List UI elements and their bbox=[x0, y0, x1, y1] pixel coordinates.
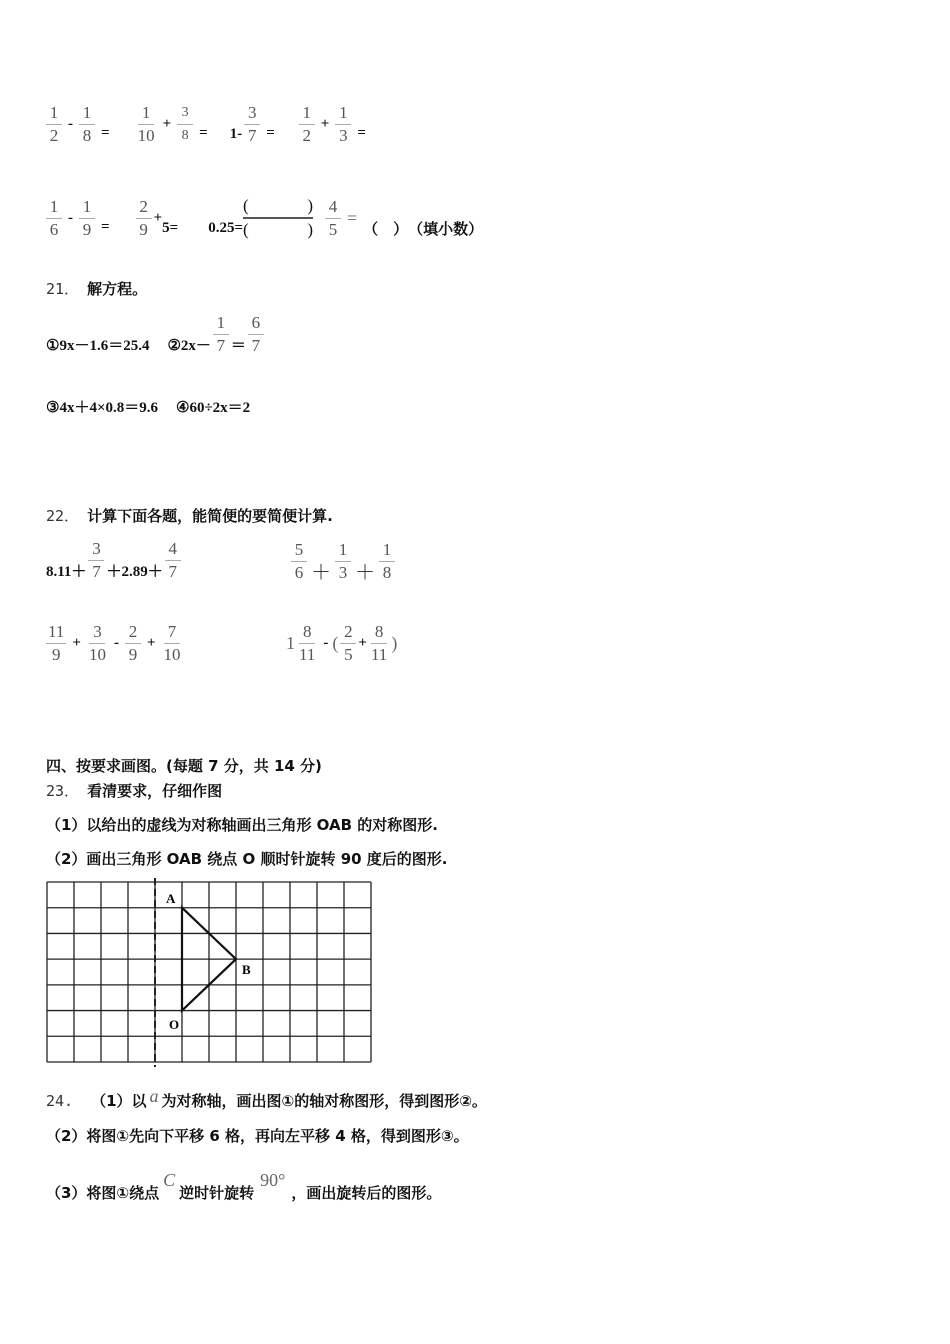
q22-heading: 22． 计算下面各题，能简便的要简便计算. bbox=[46, 507, 333, 525]
equals: = bbox=[199, 125, 208, 141]
fraction-blank[interactable]: ( ) ( ) bbox=[243, 196, 313, 239]
point-c: C bbox=[163, 1170, 176, 1190]
equation-2: ②2x－ bbox=[167, 338, 211, 354]
equation-4: ④60÷2x＝2 bbox=[176, 400, 251, 416]
q22-problem-2: $\frac{5}{6}$ ＋ $\frac{1}{3}$ ＋ $\frac{1}{8}$ bbox=[289, 538, 397, 585]
fraction: $\frac{1}{8}$ bbox=[379, 539, 395, 584]
fraction: $\frac{6}{7}$ bbox=[248, 312, 264, 357]
q22-problem-3: $\frac{11}{9}$ + $\frac{3}{10}$ - $\frac{2}{9}$ + $\frac{7}{10}$ bbox=[48, 622, 181, 664]
q22-problem-1: 8.11＋ $\frac{3}{7}$ ＋2.89＋ $\frac{4}{7}$ bbox=[46, 538, 183, 583]
fraction: $\frac{3}{7}$ bbox=[88, 538, 104, 583]
fraction: $\frac{2}{5}$ bbox=[340, 621, 356, 666]
fraction: $\frac{1}{8}$ bbox=[79, 102, 95, 147]
fraction: $\frac{3}{7}$ bbox=[244, 102, 260, 147]
fraction: $\frac{1}{10}$ bbox=[137, 103, 155, 145]
note: （填小数） bbox=[408, 219, 484, 238]
q24-instruction-1: 24. （1）以 a 为对称轴，画出图①的轴对称图形，得到图形②。 bbox=[46, 1086, 487, 1110]
q21-equations-1: ①9x－1.6＝25.4 ②2x－ $\frac{1}{7}$ ＝ $\frac{6}{7}$ bbox=[46, 312, 266, 357]
q22-problem-4: 1 $\frac{8}{11}$ - ( $\frac{2}{5}$ + $\frac{8}{11}$ ) bbox=[286, 622, 398, 664]
fraction: $\frac{1}{9}$ bbox=[79, 196, 95, 241]
operator: + bbox=[153, 209, 163, 226]
fraction: $\frac{8}{11}$ bbox=[299, 622, 316, 664]
fraction: $\frac{3}{8}$ bbox=[177, 102, 193, 147]
equals: = bbox=[357, 125, 366, 141]
variable-a: a bbox=[149, 1086, 159, 1106]
operator: - bbox=[68, 116, 73, 132]
equation-1: ①9x－1.6＝25.4 bbox=[46, 338, 150, 354]
equals: = bbox=[347, 207, 358, 228]
label-a: A bbox=[166, 891, 176, 906]
operator: + bbox=[162, 116, 172, 132]
fraction: $\frac{1}{2}$ bbox=[46, 102, 62, 147]
expr-prefix: 1- bbox=[229, 126, 243, 142]
q23-heading: 23． 看清要求，仔细作图 bbox=[46, 782, 223, 800]
equals: = bbox=[101, 218, 110, 235]
angle-90: 90° bbox=[260, 1170, 286, 1190]
expr-prefix: 0.25= bbox=[208, 219, 243, 236]
fraction: $\frac{2}{9}$ bbox=[136, 196, 152, 241]
equals: = bbox=[101, 125, 110, 141]
q24-instruction-2: （2）将图①先向下平移 6 格，再向左平移 4 格，得到图形③。 bbox=[46, 1127, 469, 1145]
fraction: $\frac{1}{3}$ bbox=[335, 539, 351, 584]
fraction: $\frac{4}{7}$ bbox=[165, 538, 181, 583]
fraction: $\frac{1}{6}$ bbox=[46, 196, 62, 241]
fraction: $\frac{4}{5}$ bbox=[325, 196, 341, 241]
operator: + bbox=[320, 116, 330, 132]
fraction: $\frac{2}{9}$ bbox=[125, 621, 141, 666]
q23-instruction-1: （1）以给出的虚线为对称轴画出三角形 OAB 的对称图形. bbox=[46, 816, 438, 834]
fraction: $\frac{1}{3}$ bbox=[335, 102, 351, 147]
q23-instruction-2: （2）画出三角形 OAB 绕点 O 顺时针旋转 90 度后的图形. bbox=[46, 850, 448, 868]
fraction: $\frac{7}{10}$ bbox=[163, 622, 181, 664]
operator: - bbox=[68, 209, 73, 226]
expr-tail: 5= bbox=[162, 219, 179, 236]
label-o: O bbox=[169, 1017, 180, 1032]
equation-3: ③4x＋4×0.8＝9.6 bbox=[46, 400, 158, 416]
fraction: $\frac{3}{10}$ bbox=[88, 622, 106, 664]
section-heading: 四、按要求画图。(每题 7 分，共 14 分) bbox=[46, 757, 322, 775]
fraction: $\frac{5}{6}$ bbox=[291, 539, 307, 584]
fraction: $\frac{8}{11}$ bbox=[370, 622, 388, 664]
equals: = bbox=[266, 125, 275, 141]
fraction: $\frac{11}{9}$ bbox=[48, 622, 65, 664]
label-b: B bbox=[242, 962, 251, 977]
q24-instruction-3: （3）将图①绕点 C 逆时针旋转 90° ，画出旋转后的图形。 bbox=[46, 1170, 442, 1202]
answer-blank[interactable]: （ ） bbox=[363, 219, 409, 238]
q21-heading: 21． 解方程。 bbox=[46, 280, 148, 298]
fraction: $\frac{1}{7}$ bbox=[213, 312, 229, 357]
fraction: $\frac{1}{2}$ bbox=[299, 102, 315, 147]
